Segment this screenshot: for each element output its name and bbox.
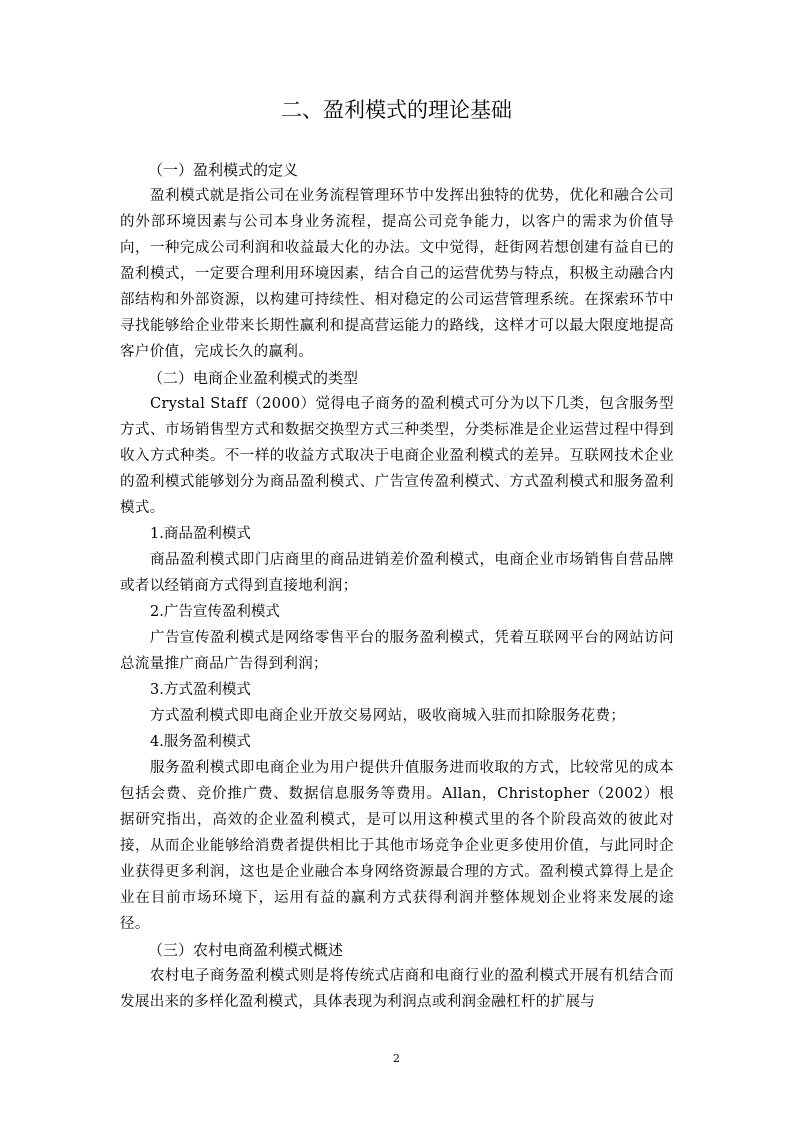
subheading-service-model: 4.服务盈利模式: [150, 734, 251, 750]
paragraph-rural: 农村电子商务盈利模式则是将传统式店商和电商行业的盈利模式开展有机结合而发展出来的多样化盈利模式，具体表现为利润点或利润金融杠杆的扩展与: [120, 968, 674, 1010]
page-title: 二、盈利模式的理论基础: [281, 98, 512, 122]
paragraph-product-model: 商品盈利模式即门店商里的商品进销差价盈利模式，电商企业市场销售自营品牌或者以经销商方式得到直接地利润；: [120, 552, 674, 594]
section-heading-definition: （一）盈利模式的定义: [148, 161, 299, 179]
section-heading-types: （二）电商企业盈利模式的类型: [148, 369, 359, 387]
subheading-product-model: 1.商品盈利模式: [150, 526, 251, 542]
paragraph-definition: 盈利模式就是指公司在业务流程管理环节中发挥出独特的优势，优化和融合公司的外部环境因素与公司本身业务流程，提高公司竞争能力，以客户的需求为价值导向，一种完成公司利润和收益最大化的办法。文中觉得，赶街网若想创建有益自已的盈利模式，一定要合理利用环境因素，结合自己的运营优势与特点，积极主动融合内部结构和外部资源，以构建可持续性、相对稳定的公司运营管理系统。在探索环节中寻找能够给企业带来长期性赢利和提高营运能力的路线，这样才可以最大限度地提高客户价值，完成长久的赢利。: [120, 188, 674, 360]
paragraph-channel-model: 方式盈利模式即电商企业开放交易网站，吸收商城入驻而扣除服务花费；: [150, 708, 626, 724]
paragraph-types: Crystal Staff（2000）觉得电子商务的盈利模式可分为以下几类，包含服务型方式、市场销售型方式和数据交换型方式三种类型，分类标准是企业运营过程中得到收入方式种类。不一样的收益方式取决于电商企业盈利模式的差异。互联网技术企业的盈利模式能够划分为商品盈利模式、广告宣传盈利模式、方式盈利模式和服务盈利模式。: [120, 396, 674, 516]
document-body: [120, 157, 674, 1015]
subheading-channel-model: 3.方式盈利模式: [150, 682, 251, 698]
section-heading-rural: （三）农村电商盈利模式概述: [148, 941, 344, 959]
paragraph-service-model: 服务盈利模式即电商企业为用户提供升值服务进而收取的方式，比较常见的成本包括会费、竞价推广费、数据信息服务等费用。Allan，Christopher（2002）根据研究指出，高效的企业盈利模式，是可以用这种模式里的各个阶段高效的彼此对接，从而企业能够给消费者提供相比于其他市场竞争企业更多使用价值，与此同时企业获得更多利润，这也是企业融合本身网络资源最合理的方式。盈利模式算得上是企业在目前市场环境下，运用有益的赢利方式获得利润并整体规划企业将来发展的途径。: [120, 760, 674, 932]
subheading-advertising-model: 2.广告宣传盈利模式: [150, 604, 280, 620]
page-number: 2: [393, 1052, 400, 1065]
paragraph-advertising-model: 广告宣传盈利模式是网络零售平台的服务盈利模式，凭着互联网平台的网站访问总流量推广商品广告得到利润；: [120, 630, 674, 672]
